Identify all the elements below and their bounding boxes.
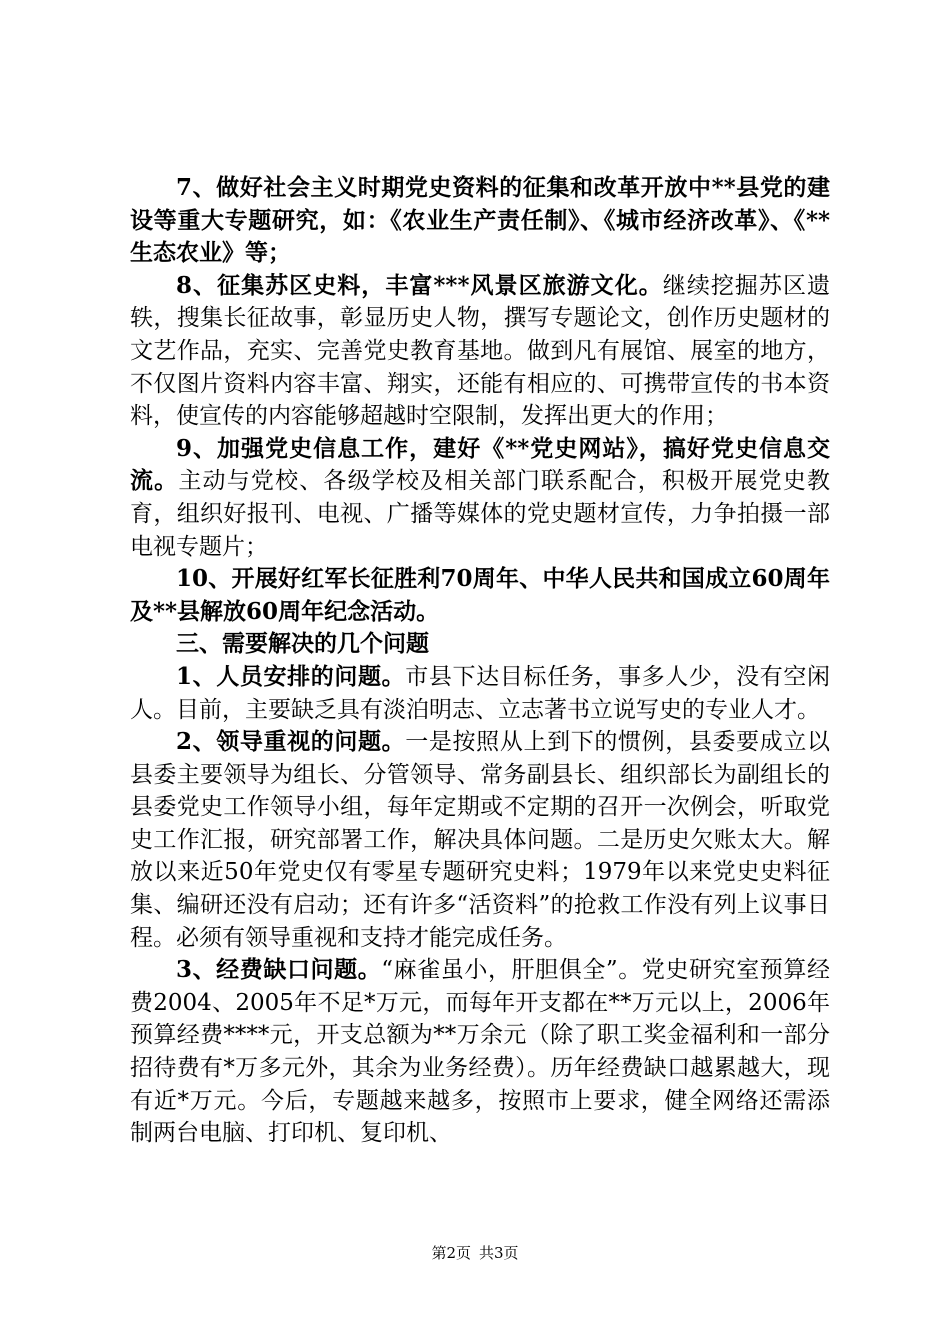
paragraph-body: “麻雀虽小，肝胆俱全”。党史研究室预算经费2004、2005年不足*万元，而每年开支都在**万元以上，2006年预算经费****元，开支总额为**万余元（除了职工奖金福利和一部分招待费有*万多元外，其余为业务经费）。历年经费缺口越累越大，现有近*万元。今后，专题越来越多，按照市上要求，健全网络还需添制两台电脑、打印机、复印机、 [130,957,830,1147]
paragraph-issue-3 [130,954,830,1150]
paragraph-lead: 1、人员安排的问题。 [176,662,406,690]
paragraph-body: 市县下达目标任务，事多人少，没有空闲人。目前，主要缺乏具有淡泊明志、立志著书立说写史的专业人才。 [130,663,830,723]
paragraph-lead: 2、领导重视的问题。 [176,728,406,756]
section-heading [130,628,830,661]
page-total: 共3页 [479,1244,519,1262]
page-footer [0,1242,950,1263]
paragraph-item-9 [130,433,830,563]
paragraph-issue-2 [130,726,830,954]
paragraph-body: 一是按照从上到下的惯例，县委要成立以县委主要领导为组长、分管领导、常务副县长、组织部长为副组长的县委党史工作领导小组，每年定期或不定期的召开一次例会，听取党史工作汇报，研究部署工作，解决具体问题。二是历史欠账太大。解放以来近50年党史仅有零星专题研究史料；1979年以来党史史料征集、编研还没有启动；还有许多“活资料”的抢救工作没有列上议事日程。必须有领导重视和支持才能完成任务。 [130,729,830,951]
paragraph-lead: 8、征集苏区史料，丰富***风景区旅游文化。 [176,271,663,299]
paragraph-issue-1 [130,661,830,726]
paragraph-body: 继续挖掘苏区遗轶，搜集长征故事，彰显历史人物，撰写专题论文，创作历史题材的文艺作品，充实、完善党史教育基地。做到凡有展馆、展室的地方，不仅图片资料内容丰富、翔实，还能有相应的、可携带宣传的书本资料，使宣传的内容能够超越时空限制，发挥出更大的作用； [130,272,831,430]
paragraph-lead: 10、开展好红军长征胜利70周年、中华人民共和国成立60周年及**县解放60周年纪念活动。 [130,565,830,625]
paragraph-lead: 3、经费缺口问题。 [176,956,382,984]
document-body [130,172,830,1150]
page-number: 第2页 [431,1244,471,1262]
paragraph-item-10 [130,563,830,628]
paragraph-lead: 9、加强党史信息工作，建好《**党史网站》，搞好党史信息交流。 [130,434,830,495]
paragraph-item-8 [130,270,830,433]
paragraph-body: 主动与党校、各级学校及相关部门联系配合，积极开展党史教育，组织好报刊、电视、广播等媒体的党史题材宣传，力争拍摄一部电视专题片； [130,468,831,560]
paragraph-item-7 [130,172,830,270]
paragraph-lead: 7、做好社会主义时期党史资料的征集和改革开放中**县党的建设等重大专题研究，如：《农业生产责任制》、《城市经济改革》、《**生态农业》等； [130,174,830,267]
section-heading-text: 三、需要解决的几个问题 [176,630,429,658]
